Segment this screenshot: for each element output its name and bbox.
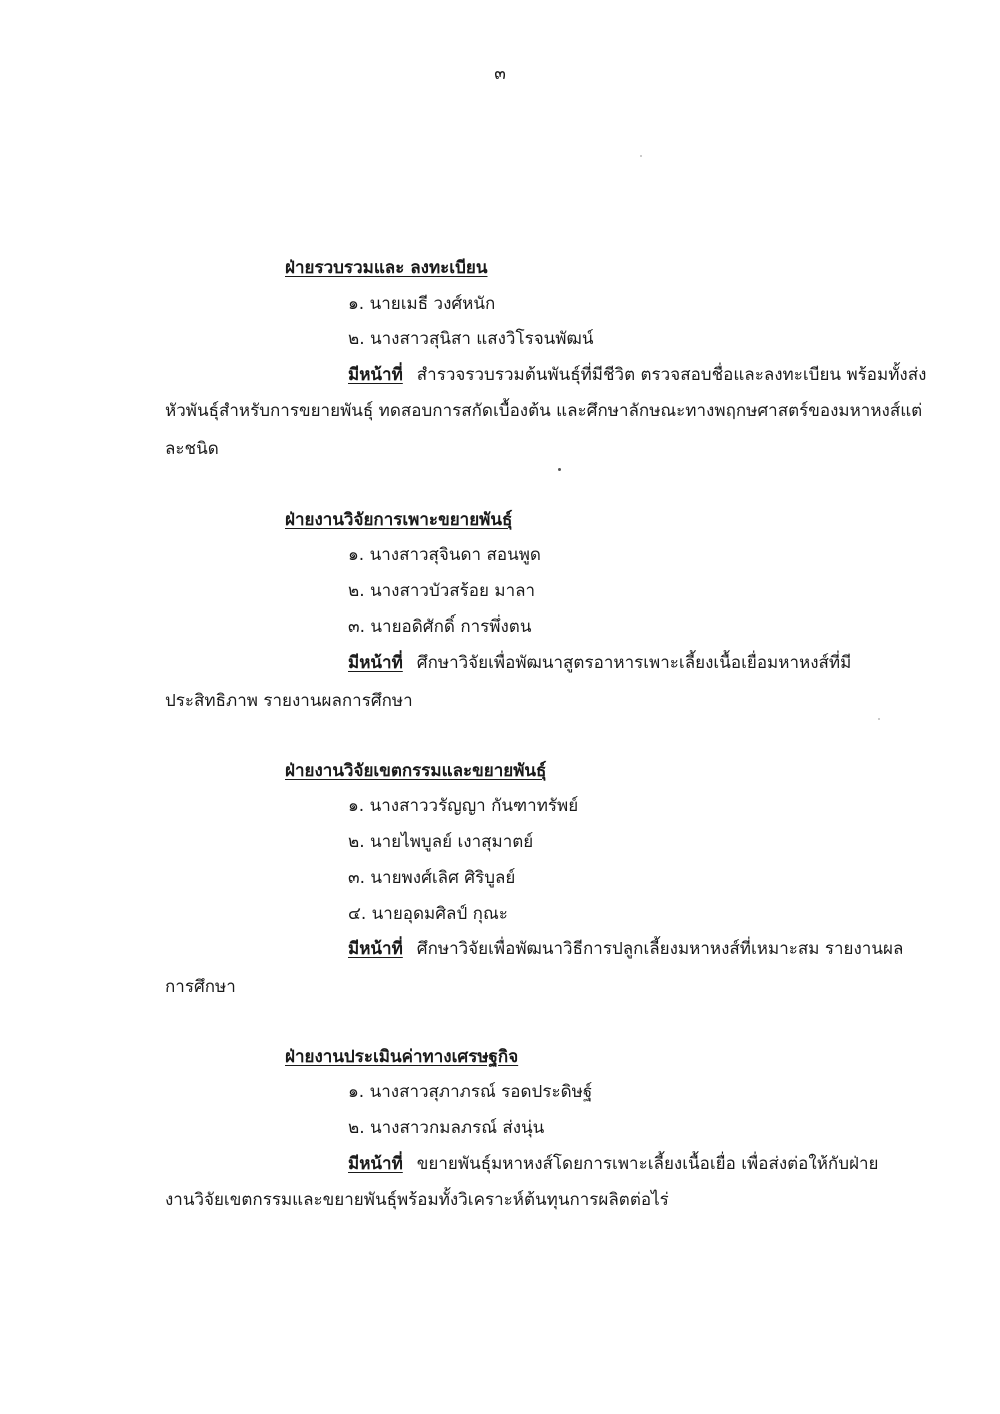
member-item: ๑. นายเมธี วงศ์หนัก — [348, 294, 496, 314]
member-item: ๑. นางสาวสุจินดา สอนพูด — [348, 545, 541, 565]
duty-label: มีหน้าที่ — [348, 1154, 403, 1174]
duty-continuation: ประสิทธิภาพ รายงานผลการศึกษา — [165, 691, 413, 711]
member-item: ๒. นายไพบูลย์ เงาสุมาตย์ — [348, 832, 534, 852]
duty-label: มีหน้าที่ — [348, 939, 403, 959]
member-item: ๒. นางสาวสุนิสา แสงวิโรจนพัฒน์ — [348, 329, 594, 349]
duty-label: มีหน้าที่ — [348, 653, 403, 673]
scan-speck — [558, 468, 561, 471]
section-heading: ฝ่ายงานวิจัยการเพาะขยายพันธุ์ — [285, 510, 513, 530]
page-number: ๓ — [494, 64, 506, 84]
section-heading: ฝ่ายรวบรวมและ ลงทะเบียน — [285, 258, 488, 278]
section-heading: ฝ่ายงานประเมินค่าทางเศรษฐกิจ — [285, 1047, 519, 1067]
duty-continuation: การศึกษา — [165, 977, 236, 997]
scan-speck — [640, 155, 642, 157]
duty-text: ศึกษาวิจัยเพื่อพัฒนาสูตรอาหารเพาะเลี้ยงเนื้อเยื่อมหาหงส์ที่มี — [416, 653, 852, 673]
duty-line — [348, 361, 926, 388]
duty-continuation: หัวพันธุ์สำหรับการขยายพันธุ์ ทดสอบการสกัดเบื้องต้น และศึกษาลักษณะทางพฤกษศาสตร์ของมหาหงส์แต่ — [165, 401, 923, 421]
member-item: ๓. นายพงศ์เลิศ ศิริบูลย์ — [348, 868, 516, 888]
duty-text: ขยายพันธุ์มหาหงส์โดยการเพาะเลี้ยงเนื้อเยื่อ เพื่อส่งต่อให้กับฝ่าย — [416, 1154, 879, 1174]
section-heading: ฝ่ายงานวิจัยเขตกรรมและขยายพันธุ์ — [285, 761, 547, 781]
duty-text: ศึกษาวิจัยเพื่อพัฒนาวิธีการปลูกเลี้ยงมหาหงส์ที่เหมาะสม รายงานผล — [416, 939, 904, 959]
member-item: ๓. นายอดิศักดิ์ การพึ่งตน — [348, 617, 532, 637]
duty-line — [348, 935, 903, 962]
member-item: ๒. นางสาวกมลภรณ์ ส่งนุ่น — [348, 1118, 545, 1138]
member-item: ๑. นางสาววรัญญา กันฑาทรัพย์ — [348, 796, 579, 816]
duty-continuation: ละชนิด — [165, 439, 219, 459]
duty-line — [348, 1150, 878, 1177]
member-item: ๑. นางสาวสุภาภรณ์ รอดประดิษฐ์ — [348, 1082, 593, 1102]
scan-speck — [878, 718, 880, 720]
duty-continuation: งานวิจัยเขตกรรมและขยายพันธุ์พร้อมทั้งวิเคราะห์ต้นทุนการผลิตต่อไร่ — [165, 1190, 669, 1210]
member-item: ๒. นางสาวบัวสร้อย มาลา — [348, 581, 536, 601]
member-item: ๔. นายอุดมศิลป์ กุณะ — [348, 904, 508, 924]
duty-line — [348, 649, 851, 676]
duty-text: สำรวจรวบรวมต้นพันธุ์ที่มีชีวิต ตรวจสอบชื่อและลงทะเบียน พร้อมทั้งส่ง — [416, 365, 927, 385]
duty-label: มีหน้าที่ — [348, 365, 403, 385]
